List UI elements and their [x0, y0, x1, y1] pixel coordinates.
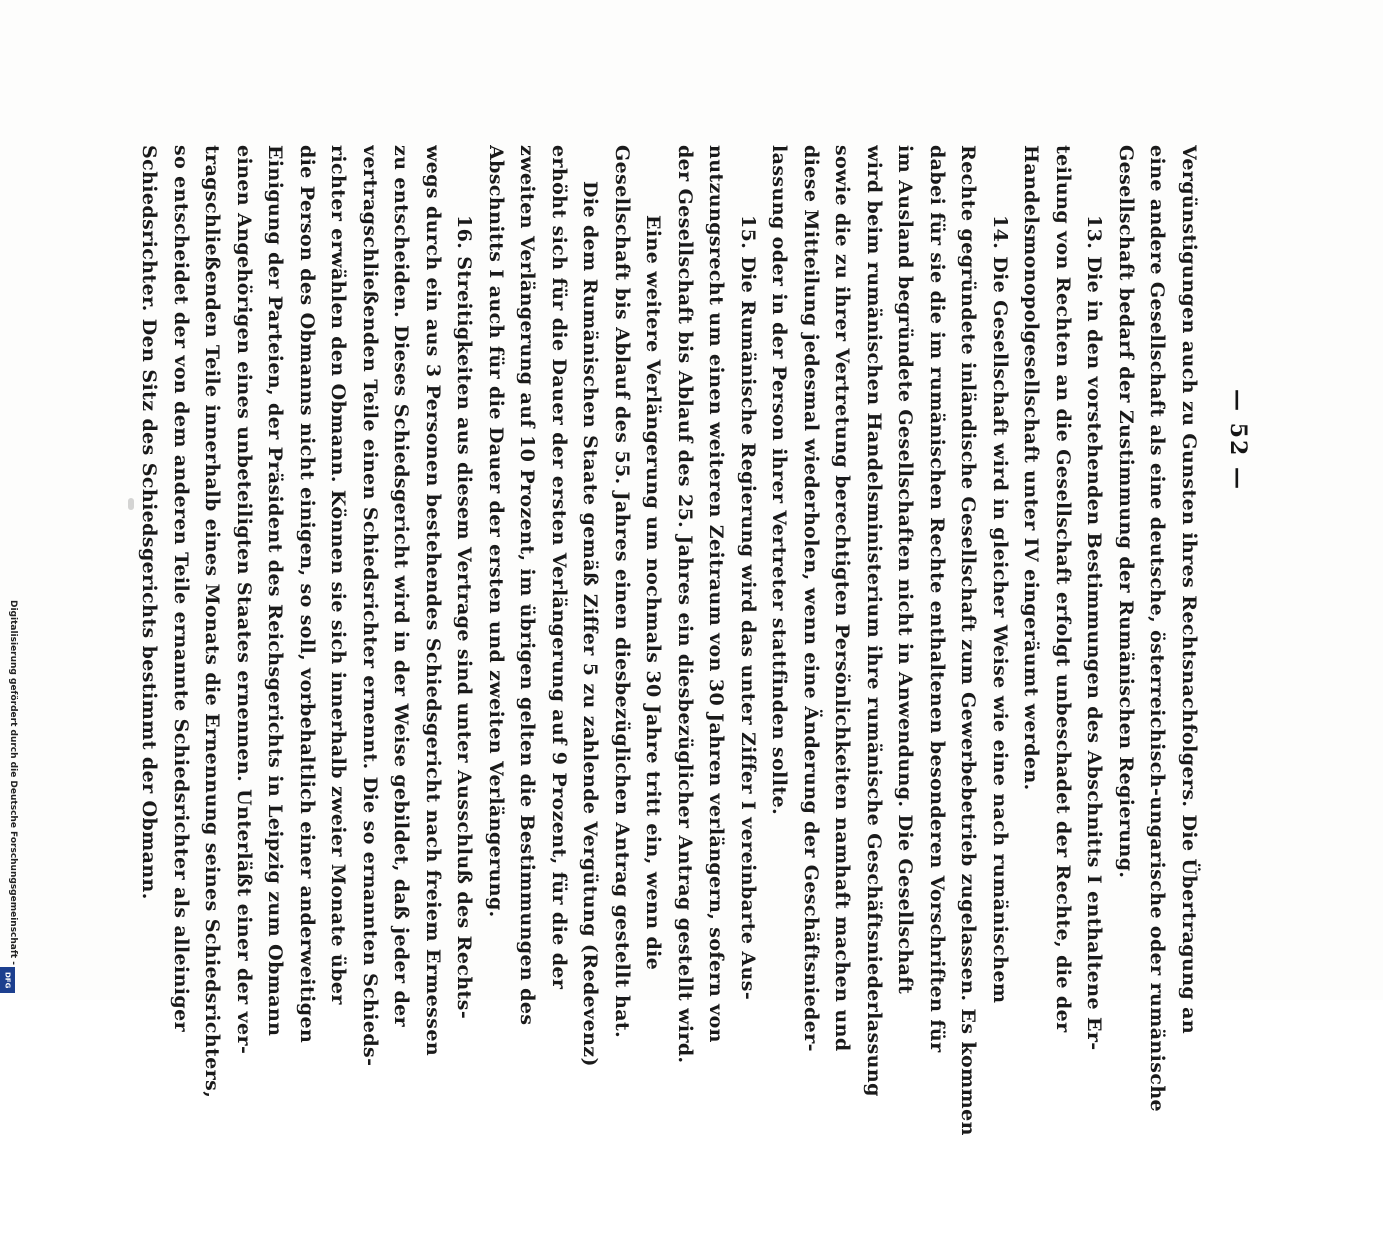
- body-line: Schiedsrichter. Den Sitz des Schiedsgerichts bestimmt der Obmann.: [138, 145, 161, 900]
- body-line: lassung oder in der Person ihrer Vertreter stattfinden sollte.: [768, 145, 791, 816]
- body-line: 13. Die in den vorstehenden Bestimmungen des Abschnitts I enthaltene Er-: [1083, 215, 1106, 1051]
- body-line: wird beim rumänischen Handelsministerium ihre rumänische Geschäftsniederlassung: [863, 145, 885, 1097]
- body-line: Die dem Rumänischen Staate gemäß Ziffer 5 zu zahlende Vergütung (Redevenz): [579, 181, 602, 1067]
- body-line: dabei für sie die im rumänischen Rechte enthaltenen besonderen Vorschriften für: [926, 145, 948, 1053]
- body-line: tragschließenden Teile innerhalb eines Monats die Ernennung seines Schiedsrichters,: [201, 145, 224, 1099]
- body-line: so entscheidet der von dem anderen Teile ernannte Schiedsrichter als alleiniger: [170, 145, 192, 1032]
- credit-text: Digitalisierung gefördert durch die Deutsche Forschungsgemeinschaft -: [8, 600, 18, 965]
- body-line: nutzungsrecht um einen weiteren Zeitraum von 30 Jahren verlängern, sofern von: [705, 145, 728, 1043]
- body-line: diese Mitteilung jedesmal wiederholen, wenn eine Änderung der Geschäftsnieder-: [800, 145, 822, 1052]
- page-number: — 52 —: [1225, 389, 1251, 491]
- body-text: [138, 145, 1201, 1185]
- body-line: der Gesellschaft bis Ablauf des 25. Jahres ein diesbezüglicher Antrag gestellt wird.: [674, 145, 696, 1064]
- body-line: vertragschließenden Teile einen Schiedsrichter ernennt. Die so ernannten Schieds-: [359, 145, 381, 1067]
- dfg-logo-icon: DFG: [0, 967, 15, 993]
- body-line: Gesellschaft bis Ablauf des 55. Jahres einen diesbezüglichen Antrag gestellt hat.: [611, 145, 633, 1039]
- body-line: zu entscheiden. Dieses Schiedsgericht wird in der Weise gebildet, daß jeder der: [390, 145, 413, 1028]
- body-line: eine andere Gesellschaft als eine deutsche, österreichisch-ungarische oder rumänische: [1146, 145, 1169, 1113]
- digitization-credit: [2, 600, 18, 995]
- body-line: 15. Die Rumänische Regierung wird das unter Ziffer I vereinbarte Aus-: [737, 215, 759, 1001]
- page-content: [138, 145, 1251, 1136]
- body-line: richter erwählen den Obmann. Können sie sich innerhalb zweier Monate über: [327, 145, 350, 1005]
- body-line: Gesellschaft bedarf der Zustimmung der Rumänischen Regierung.: [1115, 145, 1137, 879]
- body-line: sowie die zu ihrer Vertretung berechtigten Persönlichkeiten namhaft machen und: [831, 145, 854, 1052]
- body-line: 14. Die Gesellschaft wird in gleicher Weise wie eine nach rumänischem: [989, 215, 1011, 1004]
- body-line: Rechte gegründete inländische Gesellschaft zum Gewerbebetrieb zugelassen. Es kommen: [957, 145, 980, 1136]
- body-line: Vergünstigungen auch zu Gunsten ihres Rechtsnachfolgers. Die Übertragung an: [1178, 145, 1200, 1035]
- body-line: die Person des Obmanns nicht einigen, so soll, vorbehaltlich einer anderweitigen: [296, 145, 318, 1044]
- body-line: einen Angehörigen eines unbeteiligten Staates ernennen. Unterläßt einer der ver-: [233, 145, 255, 1055]
- body-line: Abschnitts I auch für die Dauer der ersten und zweiten Verlängerung.: [485, 145, 507, 918]
- body-line: wegs durch ein aus 3 Personen bestehendes Schiedsgericht nach freiem Ermessen: [422, 145, 444, 1057]
- body-line: im Ausland begründete Gesellschaften nicht in Anwendung. Die Gesellschaft: [894, 145, 917, 995]
- body-line: Eine weitere Verlängerung um nochmals 30 Jahre tritt ein, wenn die: [642, 215, 665, 971]
- rotated-page-container: [138, 145, 1251, 1136]
- body-line: erhöht sich für die Dauer der ersten Verlängerung auf 9 Prozent, für die der: [548, 145, 570, 990]
- body-line: 16. Streitigkeiten aus diesem Vertrage sind unter Ausschluß des Rechts-: [453, 215, 476, 1020]
- body-line: Einigung der Parteien, der Präsident des Reichsgerichts in Leipzig zum Obmann: [264, 145, 287, 1037]
- body-line: zweiten Verlängerung auf 10 Prozent, im übrigen gelten die Bestimmungen des: [516, 145, 539, 1026]
- body-line: Handelsmonopolgesellschaft unter IV eingeräumt werden.: [1020, 145, 1043, 791]
- body-line: teilung von Rechten an die Gesellschaft erfolgt unbeschadet der Rechte, die der: [1052, 145, 1074, 1033]
- scan-mark: [128, 498, 134, 510]
